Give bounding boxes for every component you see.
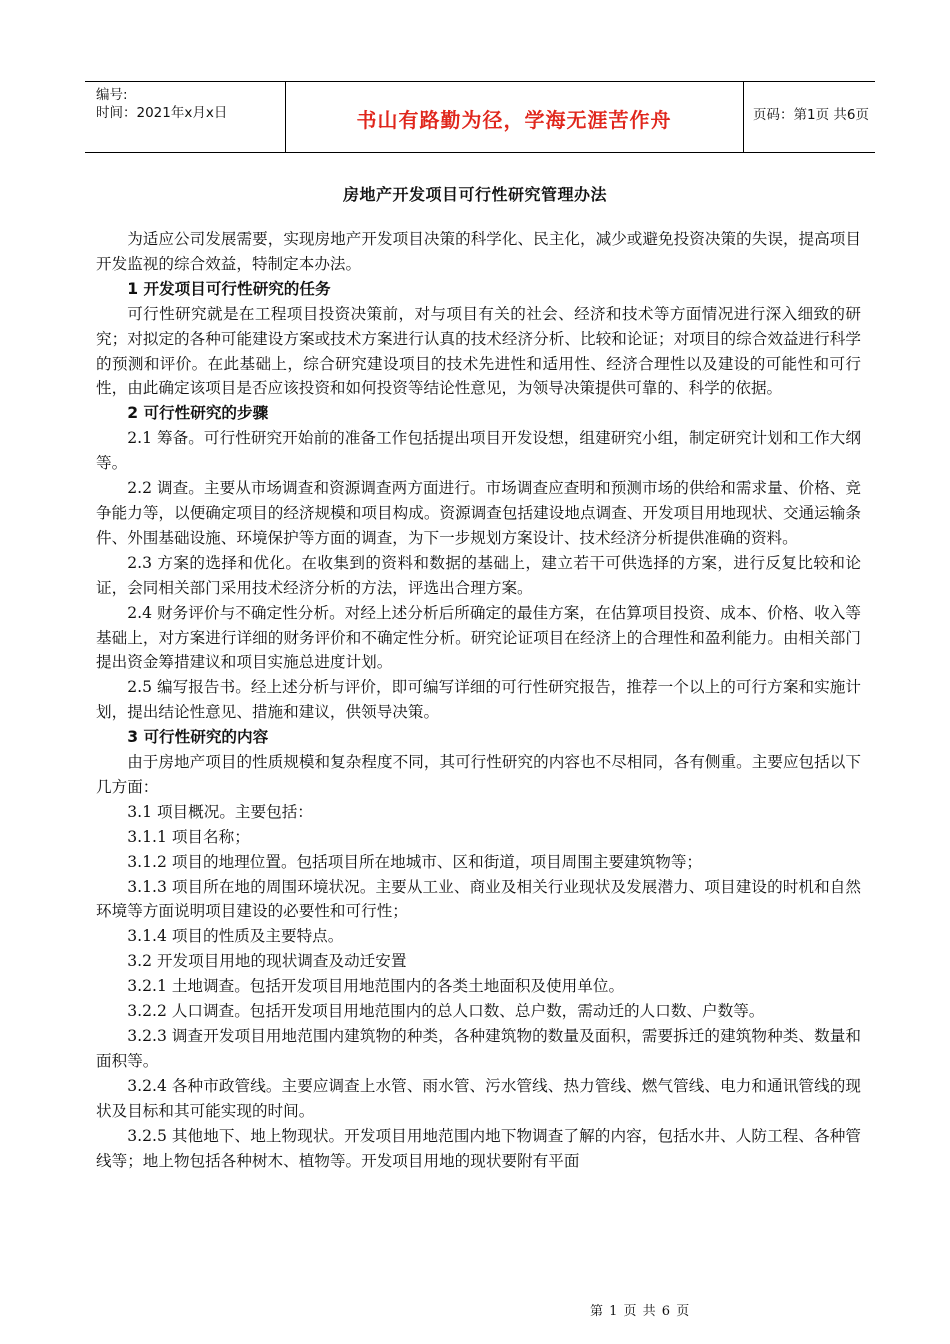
paragraph: 3.2.2 人口调查。包括开发项目用地范围内的总人口数、总户数，需动迁的人口数、户数等。 bbox=[127, 1002, 765, 1021]
document-body bbox=[96, 227, 861, 1173]
paragraph: 3.1.2 项目的地理位置。包括项目所在地城市、区和街道，项目周围主要建筑物等； bbox=[127, 852, 703, 871]
page-code: 页码：第1页 共6页 bbox=[753, 107, 869, 123]
header-info-cell bbox=[85, 82, 286, 152]
paragraph: 可行性研究就是在工程项目投资决策前，对与项目有关的社会、经济和技术等方面情况进行深入细致的研究；对拟定的各种可能建设方案或技术方案进行认真的技术经济分析、比较和论证；对项目的综合效益进行科学的预测和评价。在此基础上，综合研究建设项目的技术先进性和适用性、经济合理性以及建设的可能性和可行性，由此确定该项目是否应该投资和如何投资等结论性意见，为领导决策提供可靠的、科学的依据。 bbox=[96, 304, 861, 398]
document-title: 房地产开发项目可行性研究管理办法 bbox=[342, 185, 607, 204]
page-header bbox=[85, 81, 875, 153]
page-footer: 第 1 页 共 6 页 bbox=[590, 1304, 691, 1319]
paragraph: 3.2.3 调查开发项目用地范围内建筑物的种类，各种建筑物的数量及面积，需要拆迁的建筑物种类、数量和面积等。 bbox=[96, 1027, 861, 1070]
section-heading: 3 可行性研究的内容 bbox=[127, 728, 269, 747]
paragraph: 3.1 项目概况。主要包括： bbox=[127, 802, 313, 821]
paragraph: 2.3 方案的选择和优化。在收集到的资料和数据的基础上，建立若干可供选择的方案，进行反复比较和论证，会同相关部门采用技术经济分析的方法，评选出合理方案。 bbox=[96, 553, 861, 597]
paragraph: 3.2.4 各种市政管线。主要应调查上水管、雨水管、污水管线、热力管线、燃气管线、电力和通讯管线的现状及目标和其可能实现的时间。 bbox=[96, 1076, 861, 1120]
paragraph: 2.5 编写报告书。经上述分析与评价，即可编写详细的可行性研究报告，推荐一个以上的可行方案和实施计划，提出结论性意见、措施和建议，供领导决策。 bbox=[96, 678, 861, 722]
motto-text: 书山有路勤为径，学海无涯苦作舟 bbox=[356, 108, 672, 132]
serial-number-label: 编号: bbox=[96, 87, 128, 103]
paragraph: 3.1.1 项目名称； bbox=[127, 827, 250, 846]
section-heading: 1 开发项目可行性研究的任务 bbox=[127, 279, 331, 298]
section-heading: 2 可行性研究的步骤 bbox=[127, 404, 269, 423]
paragraph: 3.2.5 其他地下、地上物现状。开发项目用地范围内地下物调查了解的内容，包括水井、人防工程、各种管线等；地上物包括各种树木、植物等。开发项目用地的现状要附有平面 bbox=[96, 1126, 861, 1170]
paragraph: 2.1 筹备。可行性研究开始前的准备工作包括提出项目开发设想，组建研究小组，制定研究计划和工作大纲等。 bbox=[96, 429, 861, 473]
paragraph: 3.1.4 项目的性质及主要特点。 bbox=[127, 927, 344, 946]
paragraph: 2.4 财务评价与不确定性分析。对经上述分析后所确定的最佳方案，在估算项目投资、成本、价格、收入等基础上，对方案进行详细的财务评价和不确定性分析。研究论证项目在经济上的合理性和盈利能力。由相关部门提出资金筹措建议和项目实施总进度计划。 bbox=[96, 603, 861, 672]
header-motto-cell bbox=[285, 82, 744, 152]
paragraph: 3.2 开发项目用地的现状调查及动迁安置 bbox=[127, 952, 407, 971]
paragraph: 3.2.1 土地调查。包括开发项目用地范围内的各类土地面积及使用单位。 bbox=[127, 977, 625, 996]
time-label: 时间：2021年x月x日 bbox=[96, 105, 228, 121]
header-page-cell bbox=[743, 82, 875, 152]
paragraph: 3.1.3 项目所在地的周围环境状况。主要从工业、商业及相关行业现状及发展潜力、项目建设的时机和自然环境等方面说明项目建设的必要性和可行性； bbox=[96, 877, 861, 921]
paragraph: 由于房地产项目的性质规模和复杂程度不同，其可行性研究的内容也不尽相同，各有侧重。主要应包括以下几方面： bbox=[96, 753, 861, 796]
paragraph: 为适应公司发展需要，实现房地产开发项目决策的科学化、民主化，减少或避免投资决策的失误，提高项目开发监视的综合效益，特制定本办法。 bbox=[96, 230, 861, 273]
paragraph: 2.2 调查。主要从市场调查和资源调查两方面进行。市场调查应查明和预测市场的供给和需求量、价格、竞争能力等，以便确定项目的经济规模和项目构成。资源调查包括建设地点调查、开发项目用地现状、交通运输条件、外围基础设施、环境保护等方面的调查，为下一步规划方案设计、技术经济分析提供准确的资料。 bbox=[96, 479, 861, 547]
